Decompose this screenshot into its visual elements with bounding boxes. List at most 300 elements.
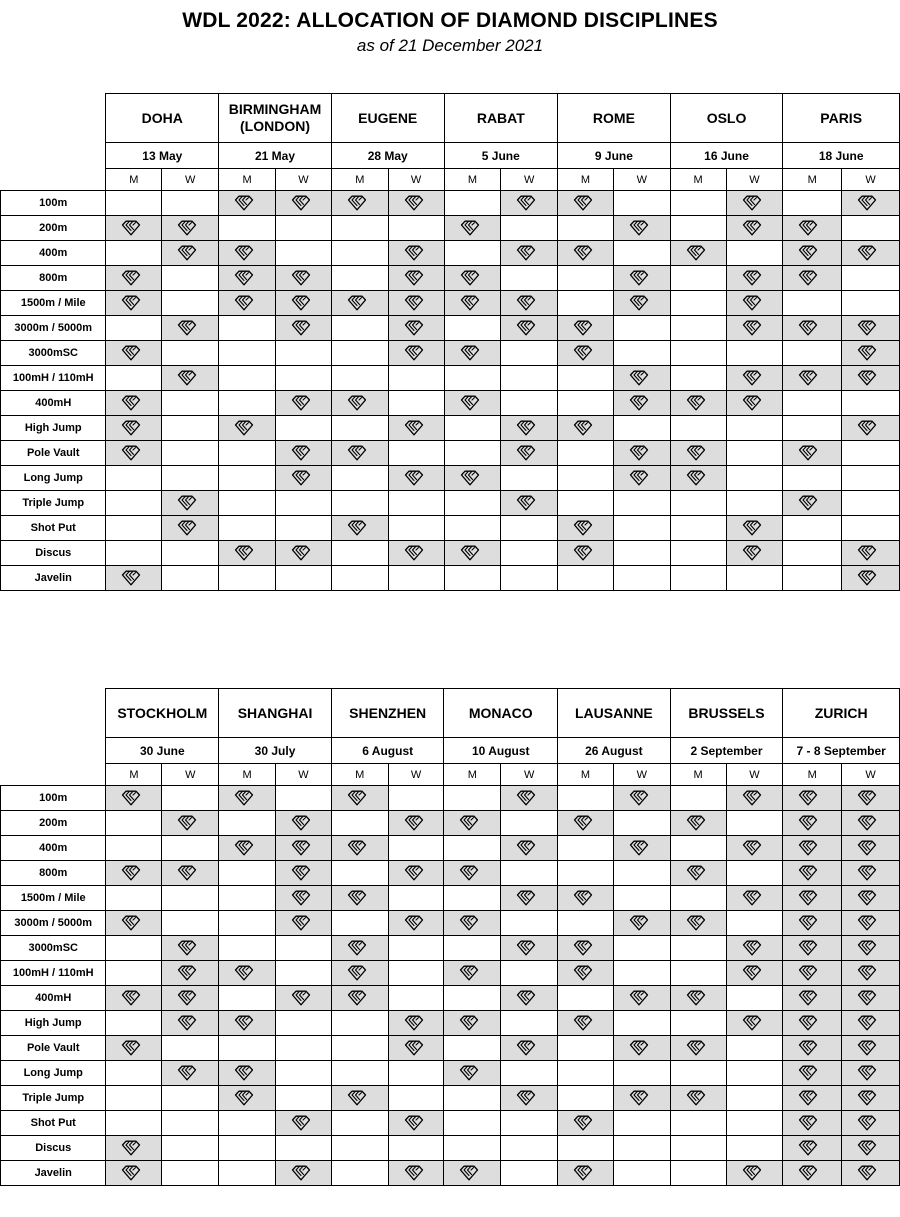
diamond-icon	[783, 1040, 841, 1056]
allocated-cell	[162, 986, 219, 1011]
discipline-label: Triple Jump	[1, 491, 106, 516]
allocated-cell	[331, 1086, 388, 1111]
discipline-row	[1, 316, 900, 341]
empty-cell	[219, 366, 276, 391]
empty-cell	[613, 541, 670, 566]
empty-cell	[106, 1011, 162, 1036]
diamond-icon	[332, 890, 388, 906]
empty-cell	[162, 416, 219, 441]
empty-cell	[670, 1111, 726, 1136]
diamond-icon	[106, 1165, 161, 1181]
discipline-label: 400m	[1, 836, 106, 861]
allocated-cell	[276, 266, 332, 291]
allocated-cell	[276, 911, 332, 936]
empty-cell	[444, 986, 501, 1011]
allocated-cell	[558, 1011, 614, 1036]
discipline-row	[1, 566, 900, 591]
allocation-table-1	[0, 93, 900, 591]
allocated-cell	[276, 811, 332, 836]
empty-cell	[331, 466, 388, 491]
empty-cell	[162, 1111, 219, 1136]
empty-cell	[388, 366, 444, 391]
meeting-date: 10 August	[444, 738, 558, 764]
diamond-icon	[558, 245, 613, 261]
allocated-cell	[842, 1036, 900, 1061]
empty-cell	[219, 491, 276, 516]
diamond-icon	[219, 545, 275, 561]
empty-cell	[613, 1061, 670, 1086]
allocated-cell	[501, 491, 558, 516]
discipline-row	[1, 391, 900, 416]
allocated-cell	[501, 1036, 558, 1061]
empty-cell	[388, 986, 444, 1011]
empty-cell	[783, 341, 842, 366]
diamond-icon	[276, 470, 331, 486]
diamond-icon	[162, 245, 218, 261]
diamond-icon	[614, 220, 670, 236]
diamond-icon	[842, 420, 899, 436]
men-column-header: M	[558, 169, 614, 191]
allocated-cell	[106, 216, 162, 241]
allocated-cell	[613, 786, 670, 811]
allocated-cell	[276, 861, 332, 886]
diamond-icon	[671, 470, 726, 486]
women-column-header: W	[726, 764, 783, 786]
allocated-cell	[501, 316, 558, 341]
diamond-icon	[445, 270, 501, 286]
empty-cell	[162, 191, 219, 216]
discipline-row	[1, 961, 900, 986]
empty-cell	[444, 191, 501, 216]
empty-cell	[276, 566, 332, 591]
meeting-date: 21 May	[219, 143, 332, 169]
allocated-cell	[501, 241, 558, 266]
allocated-cell	[106, 986, 162, 1011]
allocated-cell	[558, 811, 614, 836]
allocated-cell	[219, 266, 276, 291]
diamond-icon	[162, 1015, 218, 1031]
empty-cell	[219, 1036, 276, 1061]
diamond-icon	[727, 890, 783, 906]
empty-cell	[613, 1011, 670, 1036]
allocated-cell	[331, 886, 388, 911]
empty-cell	[670, 316, 726, 341]
diamond-icon	[389, 245, 444, 261]
diamond-icon	[276, 840, 331, 856]
allocated-cell	[783, 266, 842, 291]
diamond-icon	[783, 940, 841, 956]
diamond-icon	[558, 1115, 613, 1131]
diamond-icon	[445, 395, 501, 411]
diamond-icon	[727, 965, 783, 981]
empty-cell	[501, 341, 558, 366]
empty-cell	[670, 541, 726, 566]
meeting-name-lausanne: LAUSANNE	[558, 689, 671, 738]
empty-cell	[276, 1086, 332, 1111]
empty-cell	[331, 1111, 388, 1136]
empty-cell	[613, 811, 670, 836]
discipline-row	[1, 366, 900, 391]
diamond-icon	[501, 1090, 557, 1106]
page-title: WDL 2022: ALLOCATION OF DIAMOND DISCIPLINES	[182, 9, 718, 32]
diamond-icon	[389, 320, 444, 336]
allocated-cell	[613, 1086, 670, 1111]
allocated-cell	[444, 1011, 501, 1036]
allocated-cell	[444, 961, 501, 986]
empty-cell	[444, 786, 501, 811]
empty-cell	[558, 441, 614, 466]
allocated-cell	[276, 1161, 332, 1186]
allocated-cell	[388, 341, 444, 366]
allocated-cell	[783, 1011, 842, 1036]
allocated-cell	[276, 291, 332, 316]
empty-cell	[726, 911, 783, 936]
empty-cell	[444, 491, 501, 516]
women-column-header: W	[501, 169, 558, 191]
empty-cell	[276, 491, 332, 516]
allocated-cell	[783, 1061, 842, 1086]
allocated-cell	[106, 1136, 162, 1161]
allocated-cell	[276, 1111, 332, 1136]
allocated-cell	[558, 191, 614, 216]
allocated-cell	[106, 861, 162, 886]
meeting-date: 30 June	[106, 738, 219, 764]
diamond-icon	[276, 320, 331, 336]
empty-cell	[726, 861, 783, 886]
empty-cell	[162, 1036, 219, 1061]
allocated-cell	[162, 491, 219, 516]
corner-blank	[1, 689, 106, 738]
allocated-cell	[331, 786, 388, 811]
diamond-icon	[842, 865, 899, 881]
empty-cell	[444, 1111, 501, 1136]
empty-cell	[331, 216, 388, 241]
empty-cell	[444, 1136, 501, 1161]
meeting-name-paris: PARIS	[783, 94, 900, 143]
diamond-icon	[501, 890, 557, 906]
empty-cell	[501, 1111, 558, 1136]
empty-cell	[388, 391, 444, 416]
allocated-cell	[726, 291, 783, 316]
allocated-cell	[783, 1036, 842, 1061]
discipline-label: 200m	[1, 216, 106, 241]
diamond-icon	[276, 915, 331, 931]
diamond-icon	[614, 470, 670, 486]
women-column-header: W	[162, 169, 219, 191]
empty-cell	[783, 516, 842, 541]
empty-cell	[444, 1036, 501, 1061]
empty-cell	[106, 516, 162, 541]
allocated-cell	[501, 836, 558, 861]
empty-cell	[501, 961, 558, 986]
empty-cell	[444, 886, 501, 911]
empty-cell	[726, 1086, 783, 1111]
discipline-label: 100m	[1, 786, 106, 811]
allocated-cell	[842, 1136, 900, 1161]
empty-cell	[726, 491, 783, 516]
diamond-icon	[783, 965, 841, 981]
allocated-cell	[842, 341, 900, 366]
discipline-row	[1, 1011, 900, 1036]
diamond-icon	[389, 270, 444, 286]
discipline-label: Javelin	[1, 566, 106, 591]
empty-cell	[276, 1011, 332, 1036]
diamond-icon	[614, 790, 670, 806]
allocated-cell	[613, 216, 670, 241]
diamond-icon	[219, 420, 275, 436]
diamond-icon	[671, 395, 726, 411]
allocated-cell	[842, 566, 900, 591]
allocated-cell	[726, 1161, 783, 1186]
allocated-cell	[783, 216, 842, 241]
discipline-row	[1, 341, 900, 366]
empty-cell	[331, 861, 388, 886]
diamond-icon	[444, 965, 500, 981]
diamond-icon	[614, 270, 670, 286]
diamond-icon	[276, 815, 331, 831]
empty-cell	[613, 516, 670, 541]
diamond-icon	[106, 790, 161, 806]
diamond-icon	[219, 270, 275, 286]
meeting-name-rome: ROME	[558, 94, 671, 143]
empty-cell	[670, 1161, 726, 1186]
allocated-cell	[219, 291, 276, 316]
allocated-cell	[276, 986, 332, 1011]
allocated-cell	[783, 886, 842, 911]
discipline-label: Shot Put	[1, 516, 106, 541]
discipline-label: Pole Vault	[1, 441, 106, 466]
discipline-row	[1, 441, 900, 466]
empty-cell	[219, 886, 276, 911]
women-column-header: W	[726, 169, 783, 191]
allocated-cell	[388, 1011, 444, 1036]
allocated-cell	[726, 886, 783, 911]
allocated-cell	[842, 191, 900, 216]
diamond-icon	[219, 965, 275, 981]
allocated-cell	[106, 391, 162, 416]
allocated-cell	[219, 961, 276, 986]
empty-cell	[219, 1161, 276, 1186]
empty-cell	[726, 466, 783, 491]
allocated-cell	[726, 1011, 783, 1036]
diamond-icon	[727, 395, 783, 411]
empty-cell	[501, 911, 558, 936]
empty-cell	[501, 216, 558, 241]
discipline-row	[1, 836, 900, 861]
diamond-icon	[332, 445, 388, 461]
diamond-icon	[558, 195, 613, 211]
allocated-cell	[783, 441, 842, 466]
allocated-cell	[501, 441, 558, 466]
diamond-icon	[614, 370, 670, 386]
allocated-cell	[613, 836, 670, 861]
allocated-cell	[613, 291, 670, 316]
empty-cell	[842, 466, 900, 491]
diamond-icon	[783, 220, 841, 236]
allocated-cell	[558, 541, 614, 566]
diamond-icon	[332, 395, 388, 411]
diamond-icon	[332, 940, 388, 956]
empty-cell	[501, 1011, 558, 1036]
diamond-icon	[783, 370, 841, 386]
allocated-cell	[558, 341, 614, 366]
men-column-header: M	[331, 169, 388, 191]
discipline-row	[1, 1086, 900, 1111]
discipline-row	[1, 466, 900, 491]
empty-cell	[162, 911, 219, 936]
allocated-cell	[670, 1086, 726, 1111]
diamond-icon	[389, 295, 444, 311]
allocated-cell	[558, 936, 614, 961]
diamond-icon	[558, 545, 613, 561]
diamond-icon	[614, 395, 670, 411]
men-column-header: M	[783, 764, 842, 786]
allocated-cell	[558, 241, 614, 266]
allocated-cell	[388, 291, 444, 316]
diamond-icon	[727, 220, 783, 236]
allocated-cell	[106, 786, 162, 811]
empty-cell	[219, 936, 276, 961]
empty-cell	[276, 241, 332, 266]
allocated-cell	[388, 1111, 444, 1136]
diamond-icon	[727, 370, 783, 386]
allocated-cell	[783, 1086, 842, 1111]
allocated-cell	[276, 191, 332, 216]
discipline-label: Pole Vault	[1, 1036, 106, 1061]
discipline-row	[1, 986, 900, 1011]
discipline-label: Discus	[1, 541, 106, 566]
diamond-icon	[332, 965, 388, 981]
empty-cell	[219, 566, 276, 591]
diamond-icon	[501, 840, 557, 856]
allocated-cell	[613, 391, 670, 416]
diamond-icon	[783, 1140, 841, 1156]
allocated-cell	[726, 516, 783, 541]
diamond-icon	[332, 1090, 388, 1106]
diamond-icon	[783, 840, 841, 856]
diamond-icon	[614, 1090, 670, 1106]
allocated-cell	[444, 391, 501, 416]
diamond-icon	[162, 220, 218, 236]
diamond-icon	[106, 420, 161, 436]
empty-cell	[219, 466, 276, 491]
empty-cell	[388, 786, 444, 811]
allocated-cell	[842, 1061, 900, 1086]
diamond-icon	[842, 890, 899, 906]
empty-cell	[162, 886, 219, 911]
empty-cell	[726, 1061, 783, 1086]
allocated-cell	[783, 366, 842, 391]
empty-cell	[219, 986, 276, 1011]
allocated-cell	[444, 266, 501, 291]
empty-cell	[388, 936, 444, 961]
diamond-icon	[501, 445, 557, 461]
allocated-cell	[670, 441, 726, 466]
discipline-row	[1, 1136, 900, 1161]
empty-cell	[276, 1036, 332, 1061]
discipline-row	[1, 491, 900, 516]
women-column-header: W	[162, 764, 219, 786]
empty-cell	[388, 961, 444, 986]
allocated-cell	[331, 961, 388, 986]
allocated-cell	[783, 836, 842, 861]
empty-cell	[558, 986, 614, 1011]
empty-cell	[219, 1136, 276, 1161]
diamond-icon	[727, 270, 783, 286]
empty-cell	[106, 1061, 162, 1086]
allocated-cell	[842, 1086, 900, 1111]
diamond-icon	[276, 445, 331, 461]
allocated-cell	[388, 241, 444, 266]
empty-cell	[558, 911, 614, 936]
empty-cell	[276, 1136, 332, 1161]
allocated-cell	[501, 986, 558, 1011]
diamond-icon	[501, 245, 557, 261]
allocated-cell	[842, 961, 900, 986]
allocated-cell	[670, 986, 726, 1011]
empty-cell	[726, 241, 783, 266]
diamond-icon	[162, 370, 218, 386]
allocated-cell	[331, 191, 388, 216]
allocated-cell	[162, 1011, 219, 1036]
diamond-icon	[671, 445, 726, 461]
discipline-row	[1, 786, 900, 811]
allocated-cell	[842, 316, 900, 341]
allocated-cell	[444, 861, 501, 886]
empty-cell	[558, 1136, 614, 1161]
empty-cell	[106, 836, 162, 861]
empty-cell	[388, 1086, 444, 1111]
allocated-cell	[162, 241, 219, 266]
empty-cell	[558, 1036, 614, 1061]
empty-cell	[558, 491, 614, 516]
diamond-icon	[842, 1115, 899, 1131]
diamond-icon	[444, 815, 500, 831]
allocated-cell	[501, 416, 558, 441]
allocated-cell	[331, 291, 388, 316]
empty-cell	[162, 266, 219, 291]
empty-cell	[670, 936, 726, 961]
diamond-icon	[389, 470, 444, 486]
allocated-cell	[726, 786, 783, 811]
allocated-cell	[670, 861, 726, 886]
allocated-cell	[501, 936, 558, 961]
allocated-cell	[219, 241, 276, 266]
empty-cell	[558, 366, 614, 391]
empty-cell	[783, 541, 842, 566]
diamond-icon	[219, 295, 275, 311]
empty-cell	[388, 1136, 444, 1161]
empty-cell	[106, 191, 162, 216]
discipline-label: 3000mSC	[1, 341, 106, 366]
discipline-row	[1, 191, 900, 216]
allocated-cell	[783, 936, 842, 961]
diamond-icon	[727, 195, 783, 211]
allocated-cell	[726, 836, 783, 861]
diamond-icon	[558, 940, 613, 956]
corner-blank	[1, 764, 106, 786]
empty-cell	[613, 1161, 670, 1186]
allocated-cell	[842, 366, 900, 391]
diamond-icon	[727, 1015, 783, 1031]
empty-cell	[613, 491, 670, 516]
diamond-icon	[783, 445, 841, 461]
allocated-cell	[106, 341, 162, 366]
diamond-icon	[501, 990, 557, 1006]
diamond-icon	[389, 345, 444, 361]
allocated-cell	[501, 291, 558, 316]
empty-cell	[219, 341, 276, 366]
